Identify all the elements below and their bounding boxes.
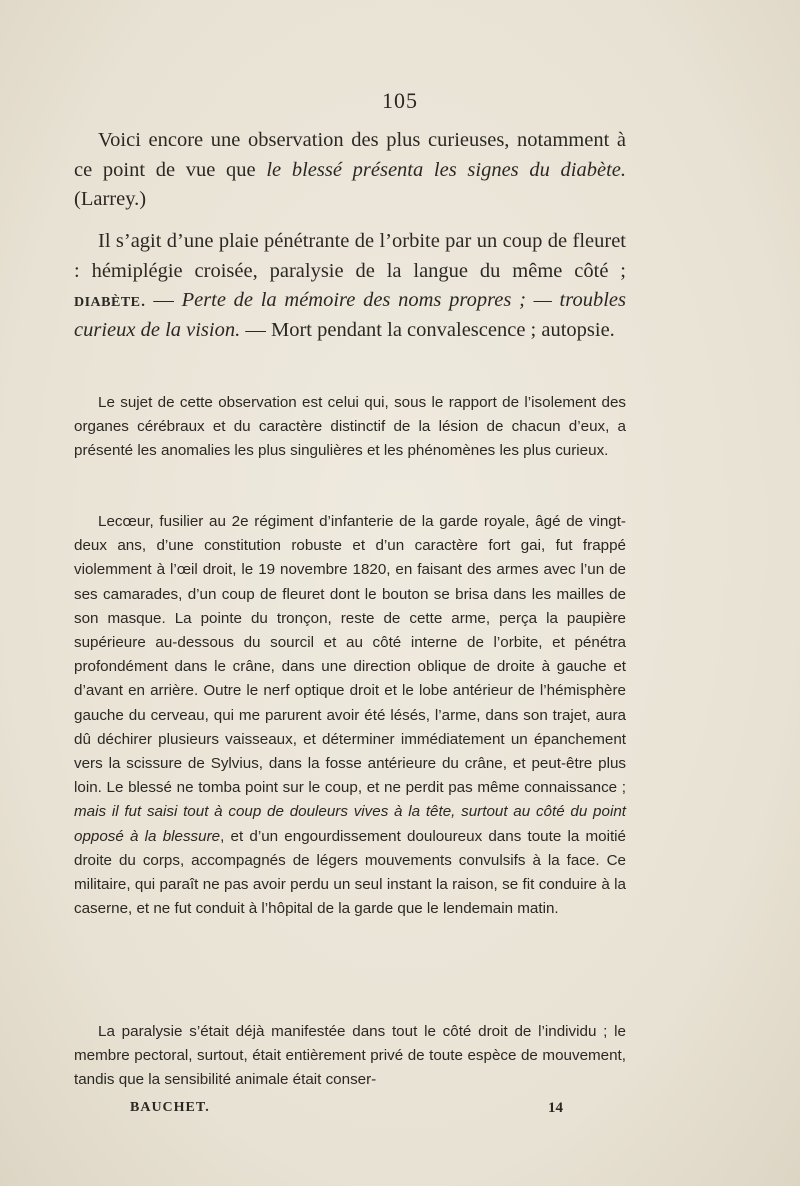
paragraph-intro [74, 126, 626, 215]
case-text-a: Lecœur, fusilier au 2e régiment d’infanterie de la garde royale, âgé de vingt-deux ans, d’une constitution robuste et d’un caractère fort gai, fut frappé violemment à l’œil droit, le 19 novembre 1820, en faisant des armes avec l’un de ses camarades, d’un coup de fleuret dont le bouton se brisa dans les mailles de son masque. La pointe du tronçon, reste de cette arme, perça la paupière supérieure au-dessous du sourcil et au côté interne de l’orbite, et pénétra profondément dans le crâne, dans une direction oblique de droite à gauche et d’avant en arrière. Outre le nerf optique droit et le lobe antérieur de l’hémisphère gauche du cerveau, qui me parurent avoir été lésés, l’arme, dans son trajet, aura dû déchirer plusieurs vaisseaux, et déterminer immédiatement un épanchement vers la scissure de Sylvius, dans la fosse antérieure du crâne, et peut-être plus loin. Le blessé ne tomba point sur le coup, et ne perdit pas même connaissance ; [74, 513, 626, 797]
paragraph-subject: Le sujet de cette observation est celui qui, sous le rapport de l’isolement des organes cérébraux et du caractère distinctif de la lésion de chacun d’eux, a présenté les anomalies les plus singulières et les phénomènes les plus curieux. [74, 394, 626, 460]
summary-diabete: diabète [74, 289, 141, 311]
summary-text-a: Il s’agit d’une plaie pénétrante de l’orbite par un coup de fleuret : hémiplégie croisée, paralysie de la langue du même côté ; [74, 230, 626, 282]
paragraph-intro-citation: (Larrey.) [74, 188, 147, 210]
summary-italic: Perte de la mémoire des noms propres ; — troubles curieux de la vision. [74, 289, 626, 341]
paragraph-summary [74, 227, 626, 345]
paragraph-case [74, 510, 626, 921]
footer-signature-mark: 14 [548, 1100, 563, 1116]
summary-text-c: . — [140, 289, 182, 311]
paragraph-intro-italic: le blessé présenta les signes du diabète. [266, 158, 626, 181]
summary-text-e: — Mort pendant la convalescence ; autopsie. [240, 318, 615, 341]
page-number: 105 [382, 88, 418, 113]
paragraph-intro-text: Voici encore une observation des plus curieuses, notamment à ce point de vue que [74, 129, 626, 181]
paragraph-paralysis: La paralysie s’était déjà manifestée dans tout le côté droit de l’individu ; le membre pectoral, surtout, était entièrement privé de toute espèce de mouvement, tandis que la sensibilité animale était conser- [74, 1023, 626, 1089]
case-italic: mais il fut saisi tout à coup de douleurs vives à la tête, surtout au côté du point opposé à la blessure [74, 803, 626, 845]
case-text-c: , et d’un engourdissement douloureux dans toute la moitié droite du corps, accompagnés de légers mouvements convulsifs à la face. Ce militaire, qui paraît ne pas avoir perdu un seul instant la raison, se fit conduire à la caserne, et ne fut conduit à l’hôpital de la garde que le lendemain matin. [74, 827, 627, 918]
footer-author: BAUCHET. [130, 1100, 210, 1115]
